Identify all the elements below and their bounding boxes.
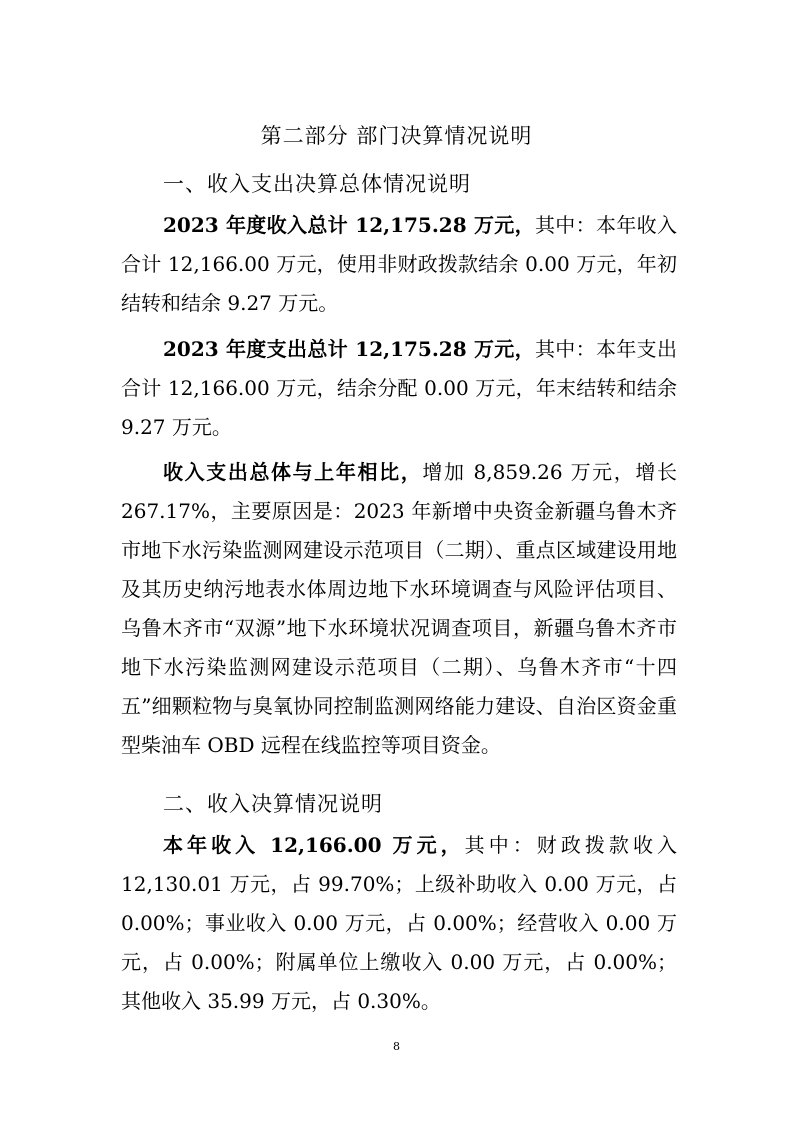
paragraph-text: 其中：财政拨款收入 12,130.01 万元，占 99.70%；上级补助收入 0.00 万元，占 0.00%；事业收入 0.00 万元，占 0.00%；经营收入 0.00 万元，占 0.00%；附属单位上缴收入 0.00 万元，占 0.00%；其他收入 35.99 万元，占 0.30%。 xyxy=(121,833,678,1013)
paragraph-income-detail xyxy=(121,826,677,1021)
paragraph-expenditure-total xyxy=(121,330,677,447)
paragraph-lead: 2023 年度支出总计 12,175.28 万元， xyxy=(163,337,535,361)
paragraph-income-total xyxy=(121,206,677,323)
paragraph-lead: 2023 年度收入总计 12,175.28 万元， xyxy=(163,213,535,237)
section-heading-overview: 一、收入支出决算总体情况说明 xyxy=(163,172,471,196)
paragraph-lead: 本年收入 12,166.00 万元， xyxy=(163,833,465,857)
paragraph-text: 增加 8,859.26 万元，增长 267.17%，主要原因是：2023 年新增中央资金新疆乌鲁木齐市地下水污染监测网建设示范项目（二期）、重点区域建设用地及其历史纳污地表水体周边地下水环境调查与风险评估项目、乌鲁木齐市“双源”地下水环境状况调查项目，新疆乌鲁木齐市地下水污染监测网建设示范项目（二期）、乌鲁木齐市“十四五”细颗粒物与臭氧协同控制监测网络能力建设、自治区资金重型柴油车 OBD 远程在线监控等项目资金。 xyxy=(121,460,678,757)
page-number: 8 xyxy=(393,1040,400,1053)
paragraph-text: 其中：本年收入合计 12,166.00 万元，使用非财政拨款结余 0.00 万元，年初结转和结余 9.27 万元。 xyxy=(121,213,678,315)
part-title: 第二部分 部门决算情况说明 xyxy=(260,124,533,148)
paragraph-text: 其中：本年支出合计 12,166.00 万元，结余分配 0.00 万元，年末结转和结余 9.27 万元。 xyxy=(121,337,678,439)
section-heading-income: 二、收入决算情况说明 xyxy=(163,792,383,816)
paragraph-year-comparison xyxy=(121,453,677,765)
paragraph-lead: 收入支出总体与上年相比， xyxy=(163,460,423,484)
